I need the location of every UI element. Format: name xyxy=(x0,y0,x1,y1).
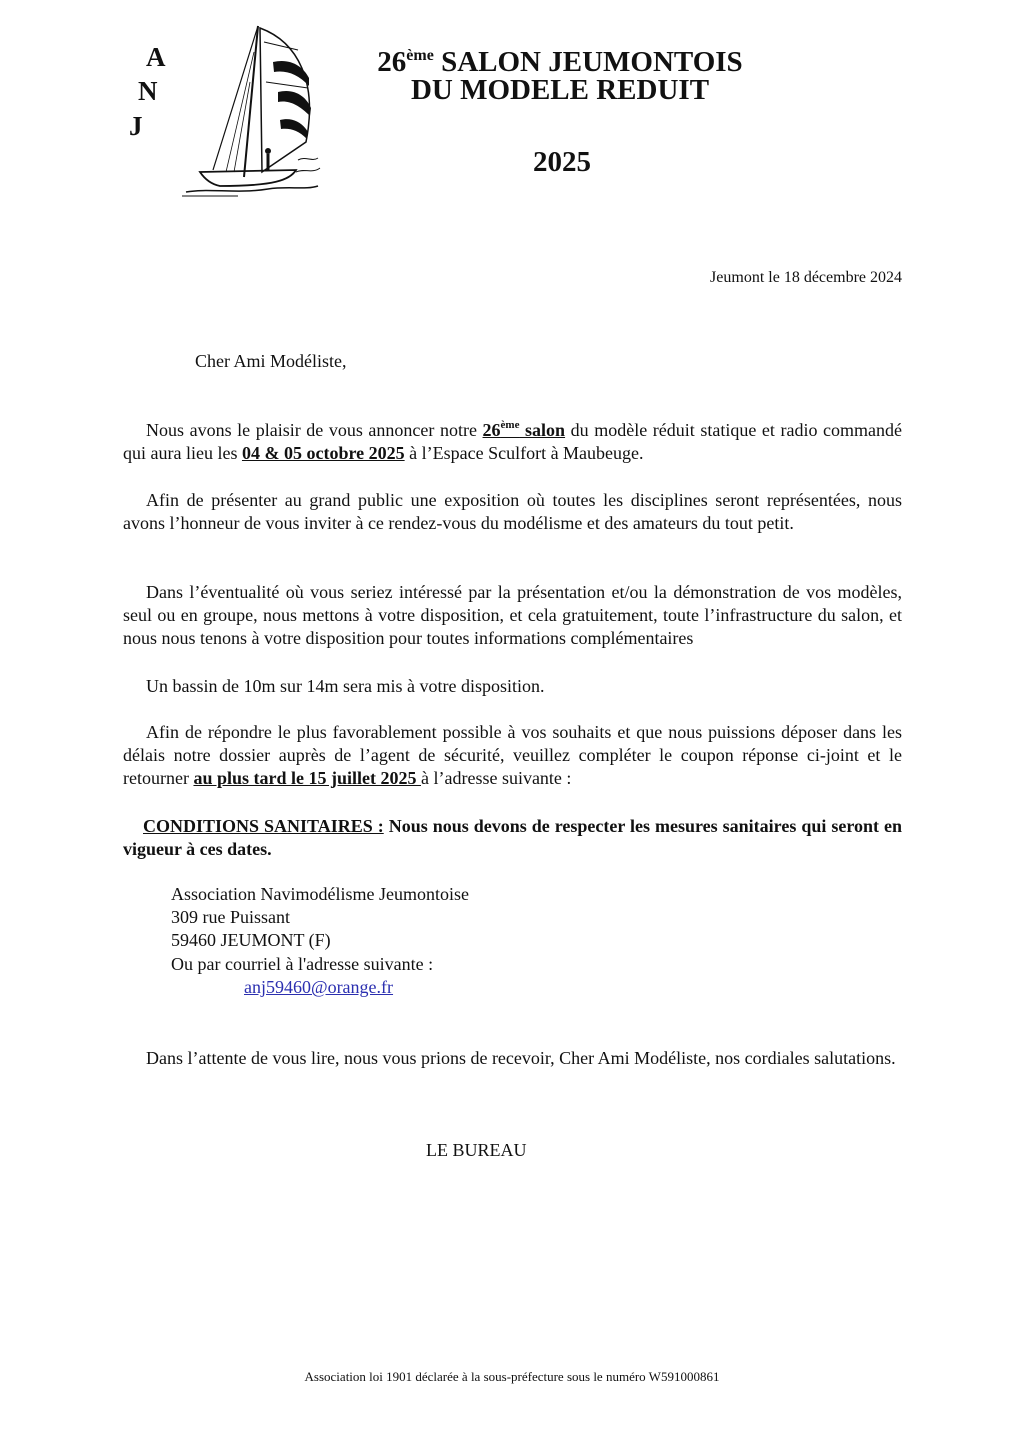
paragraph-participation: Dans l’éventualité où vous seriez intéressé par la présentation et/ou la démonstration de vos modèles, seul ou en groupe, nous mettons à votre disposition, et cela gratuitement, toute l’infrastructure du salon, et nous nous tenons à votre disposition pour toutes informations complémentaires xyxy=(123,582,902,649)
paragraph-reply: Afin de répondre le plus favorablement possible à vos souhaits et que nous puissions déposer dans les délais notre dossier auprès de l’agent de sécurité, veuillez compléter le coupon réponse ci-joint et le retourner au plus tard le 15 juillet 2025 à l’adresse suivante : xyxy=(123,722,902,789)
paragraph-invitation: Afin de présenter au grand public une exposition où toutes les disciplines seront représentées, nous avons l’honneur de vous inviter à ce rendez-vous du modélisme et des amateurs du tout petit. xyxy=(123,490,902,534)
footer-legal: Association loi 1901 déclarée à la sous-préfecture sous le numéro W591000861 xyxy=(304,1369,720,1384)
paragraph-announcement: Nous avons le plaisir de vous annoncer notre 26ème salon du modèle réduit statique et radio commandé qui aura lieu les 04 & 05 octobre 2025 à l’Espace Sculfort à Maubeuge. xyxy=(123,419,902,464)
letter-date: Jeumont le 18 décembre 2024 xyxy=(710,269,902,286)
closing-paragraph: Dans l’attente de vous lire, nous vous prions de recevoir, Cher Ami Modéliste, nos cordiales salutations. xyxy=(146,1048,896,1068)
title-line-2: DU MODELE REDUIT xyxy=(410,74,710,106)
paragraph-basin: Un bassin de 10m sur 14m sera mis à votre disposition. xyxy=(146,676,545,696)
email-link[interactable]: anj59460@orange.fr xyxy=(244,977,394,997)
title-year: 2025 xyxy=(533,146,591,178)
address-line-2: 309 rue Puissant xyxy=(171,907,290,928)
logo-letter-j: J xyxy=(129,111,143,141)
logo-letter-n: N xyxy=(138,76,158,106)
conditions-sanitaires: CONDITIONS SANITAIRES : Nous nous devons de respecter les mesures sanitaires qui seront en vigueur à ces dates. xyxy=(123,816,902,860)
signature: LE BUREAU xyxy=(426,1140,527,1160)
sailboat-logo-icon xyxy=(178,22,328,197)
address-line-1: Association Navimodélisme Jeumontoise xyxy=(171,884,469,904)
address-line-3: 59460 JEUMONT (F) xyxy=(171,930,331,951)
greeting: Cher Ami Modéliste, xyxy=(195,351,347,371)
address-line-4: Ou par courriel à l'adresse suivante : xyxy=(171,953,434,974)
address-block xyxy=(171,883,469,976)
title-line-1: 26ème SALON JEUMONTOIS xyxy=(377,46,743,78)
logo-letter-a: A xyxy=(146,42,166,72)
